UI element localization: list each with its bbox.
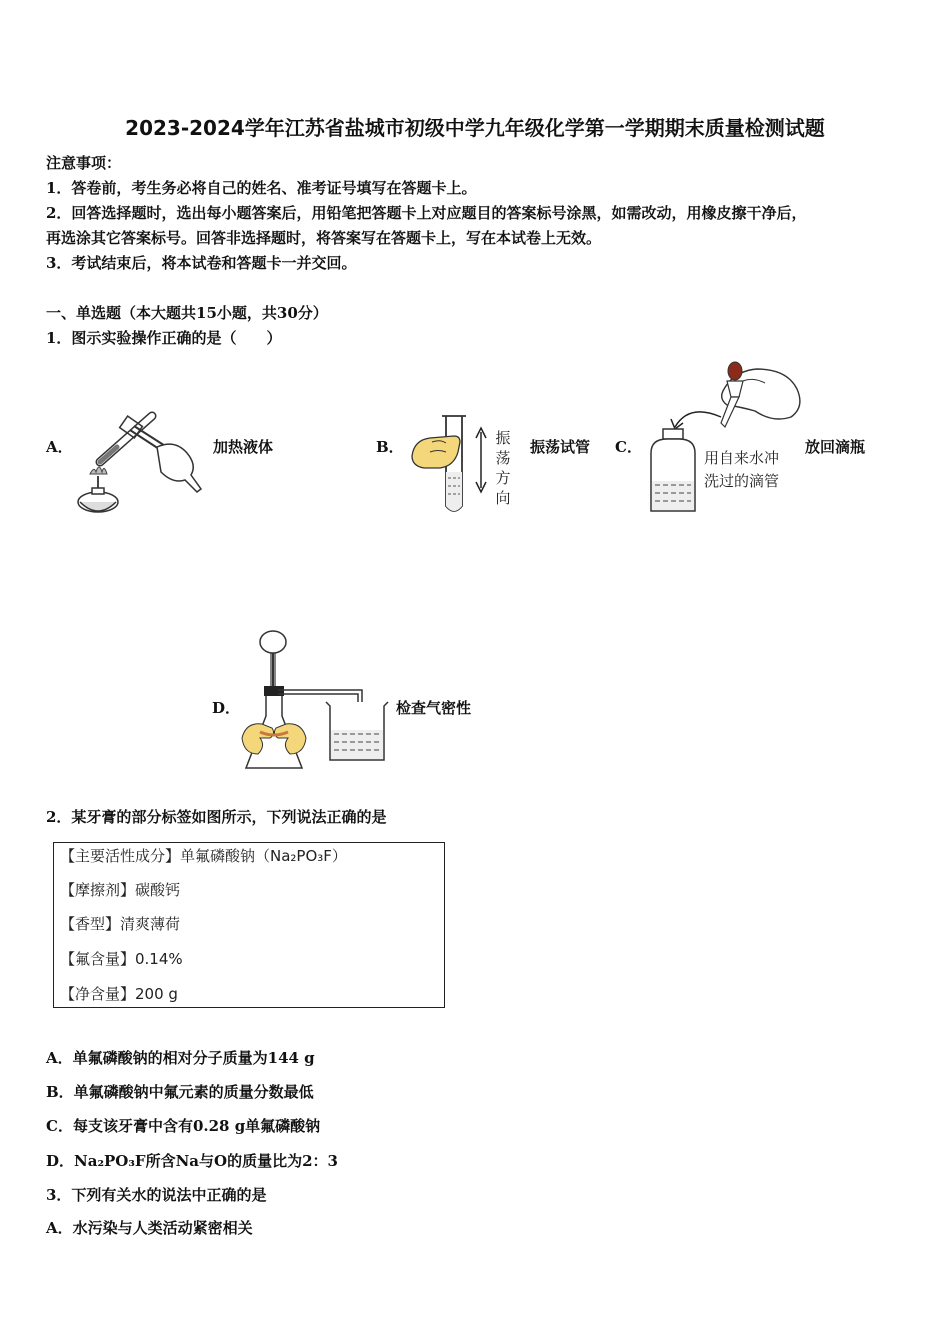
heating-liquid-illustration (72, 402, 207, 520)
q3-stem: 3．下列有关水的说法中正确的是 (46, 1186, 267, 1204)
q1-option-d-letter: D． (212, 699, 241, 717)
label-line-fluoride: 【氟含量】0.14% (60, 950, 183, 968)
notice-item: 1．答卷前，考生务必将自己的姓名、准考证号填写在答题卡上。 (46, 179, 477, 197)
label-line-abrasive: 【摩擦剂】碳酸钙 (60, 881, 181, 899)
q1-option-b-caption: 振荡试管 (530, 438, 591, 456)
q1-option-a-letter: A． (46, 438, 73, 456)
dropper-annotation-line1: 用自来水冲 (704, 449, 780, 467)
q1-option-a-caption: 加热液体 (213, 438, 274, 456)
airtightness-check-illustration (238, 628, 388, 776)
q3-option-a: A．水污染与人类活动紧密相关 (46, 1219, 253, 1237)
notice-item: 3．考试结束后，将本试卷和答题卡一并交回。 (46, 254, 357, 272)
q2-option-d: D．Na₂PO₃F所含Na与O的质量比为2：3 (46, 1152, 338, 1170)
q1-option-c-caption: 放回滴瓶 (805, 438, 866, 456)
q1-option-d-caption: 检查气密性 (396, 699, 472, 717)
q2-option-b: B．单氟磷酸钠中氟元素的质量分数最低 (46, 1083, 314, 1101)
shake-direction-annotation: 振荡方向 (495, 429, 511, 507)
notice-heading: 注意事项： (46, 154, 122, 172)
page-title: 2023-2024学年江苏省盐城市初级中学九年级化学第一学期期末质量检测试题 (125, 116, 825, 140)
section-heading: 一、单选题（本大题共15小题，共30分） (46, 304, 328, 322)
label-line-flavor: 【香型】清爽薄荷 (60, 915, 181, 933)
toothpaste-label (53, 842, 445, 1008)
q1-stem: 1．图示实验操作正确的是（ ） (46, 329, 282, 347)
label-line-net-weight: 【净含量】200 g (60, 985, 178, 1003)
q1-option-c-letter: C． (615, 438, 642, 456)
shaking-tube-illustration (408, 412, 486, 517)
q2-option-a: A．单氟磷酸钠的相对分子质量为144 g (46, 1049, 315, 1067)
q2-stem: 2．某牙膏的部分标签如图所示，下列说法正确的是 (46, 808, 387, 826)
notice-item: 再选涂其它答案标号。回答非选择题时，将答案写在答题卡上，写在本试卷上无效。 (46, 229, 602, 247)
notice-item: 2．回答选择题时，选出每小题答案后，用铅笔把答题卡上对应题目的答案标号涂黑，如需改动，用橡皮擦干净后， (46, 204, 807, 222)
q1-option-b-letter: B． (376, 438, 404, 456)
dropper-annotation-line2: 洗过的滴管 (704, 472, 780, 490)
dropper-bottle-illustration (645, 357, 800, 519)
label-line-ingredient: 【主要活性成分】单氟磷酸钠（Na₂PO₃F） (60, 847, 347, 865)
q2-option-c: C．每支该牙膏中含有0.28 g单氟磷酸钠 (46, 1117, 321, 1135)
